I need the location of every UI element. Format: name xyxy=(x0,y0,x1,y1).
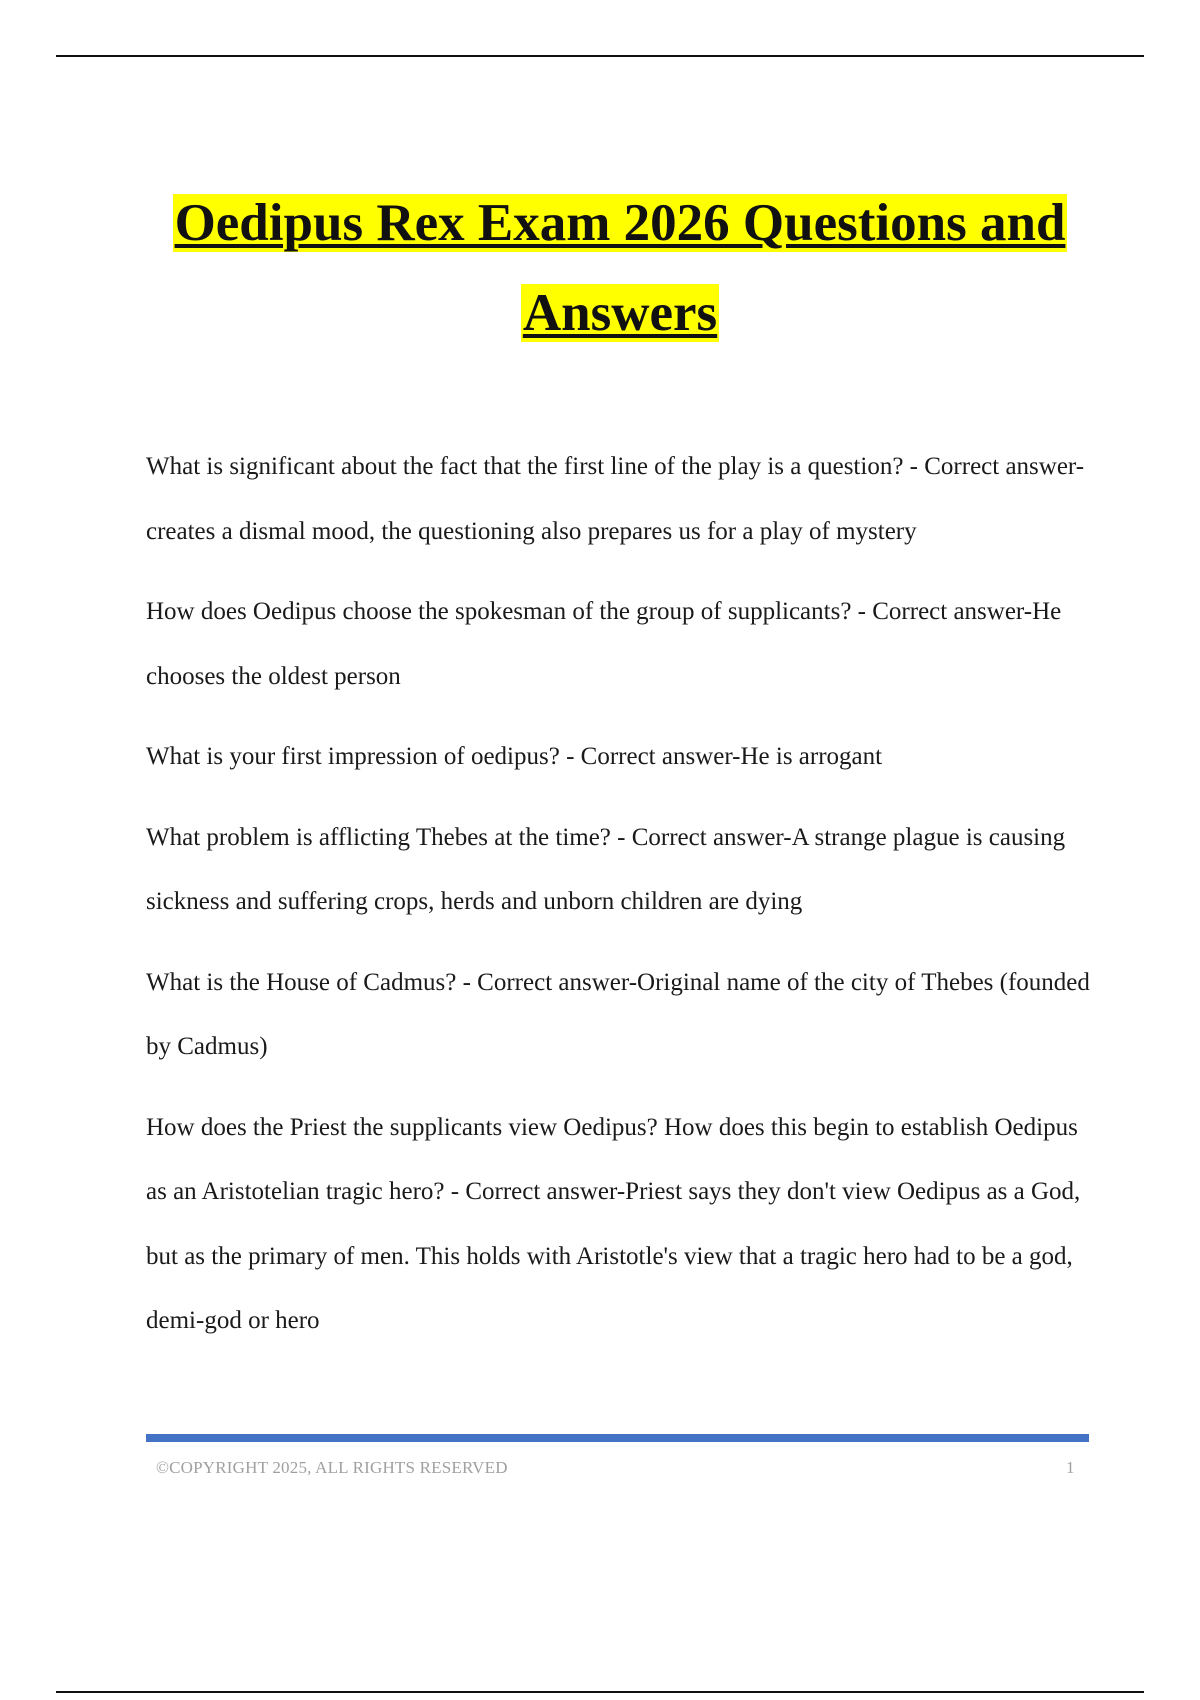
qa-item: How does Oedipus choose the spokesman of the group of supplicants? - Correct answer-He chooses the oldest person xyxy=(146,598,1062,690)
page-title xyxy=(100,178,1140,358)
page-number: 1 xyxy=(1066,1458,1075,1477)
qa-list xyxy=(146,435,1091,1370)
footer-copyright: ©COPYRIGHT 2025, ALL RIGHTS RESERVED xyxy=(156,1458,508,1477)
qa-item: What is your first impression of oedipus? - Correct answer-He is arrogant xyxy=(146,743,883,770)
qa-item: What problem is afflicting Thebes at the time? - Correct answer-A strange plague is causing sickness and suffering crops, herds and unborn children are dying xyxy=(146,823,1066,915)
qa-item: What is significant about the fact that the first line of the play is a question? - Correct answer-creates a dismal mood, the questioning also prepares us for a play of mystery xyxy=(146,453,1085,545)
qa-item: How does the Priest the supplicants view Oedipus? How does this begin to establish Oedipus as an Aristotelian tragic hero? - Correct answer-Priest says they don't view Oedipus as a God, but as the primary of men. This holds with Aristotle's view that a tragic hero had to be a god, demi-god or hero xyxy=(146,1113,1081,1334)
footer-divider xyxy=(56,1691,1144,1693)
footer-bar xyxy=(146,1434,1089,1442)
qa-item: What is the House of Cadmus? - Correct answer-Original name of the city of Thebes (founded by Cadmus) xyxy=(146,968,1090,1060)
header-divider xyxy=(56,55,1144,57)
page-title-line-2: Answers xyxy=(522,284,718,342)
page-title-line-1: Oedipus Rex Exam 2026 Questions and xyxy=(174,194,1066,252)
